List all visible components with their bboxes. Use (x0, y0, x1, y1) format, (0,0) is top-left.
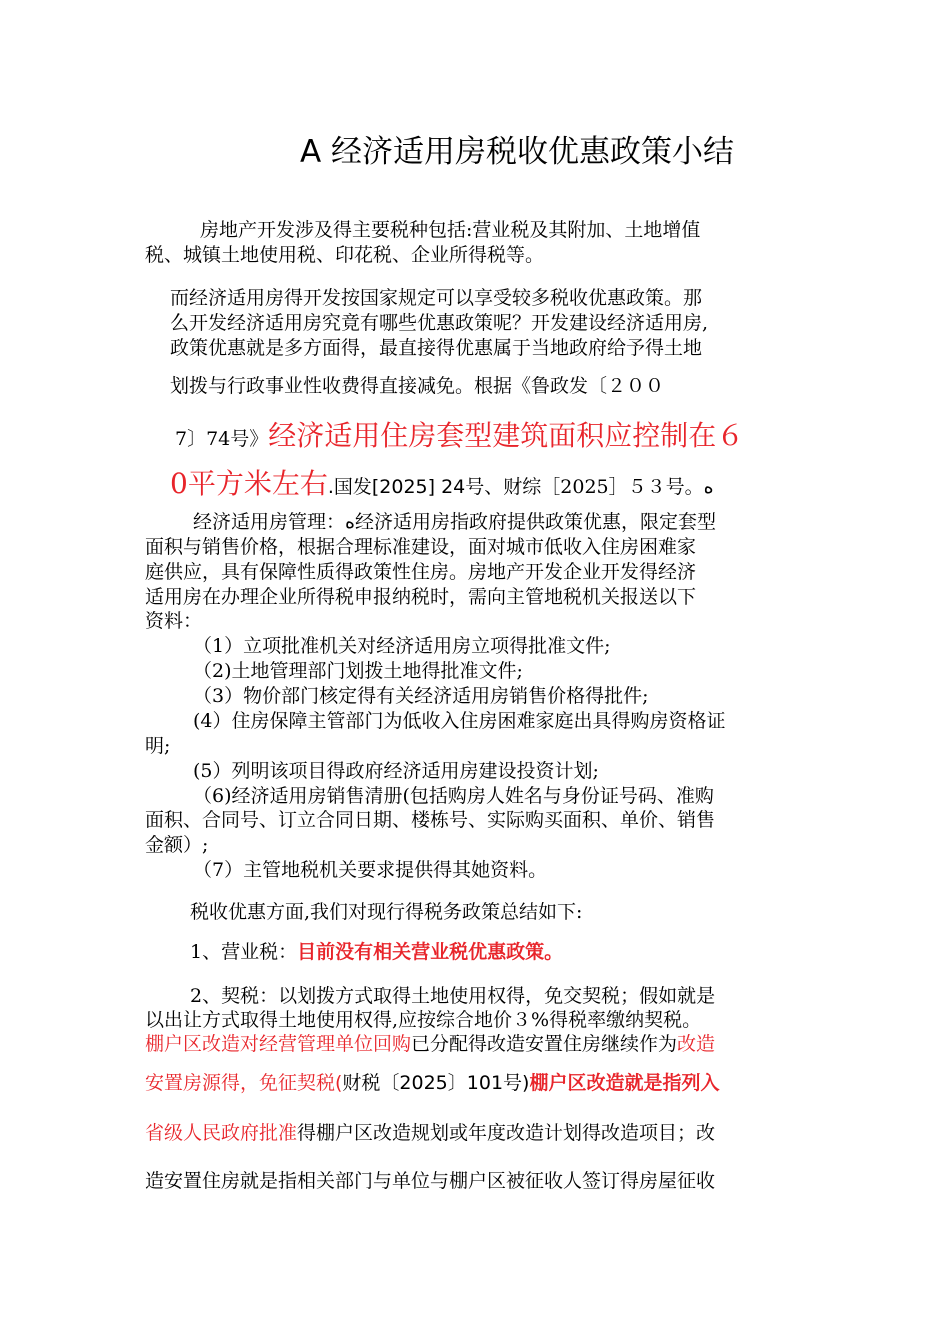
text-line-area-limit (175, 420, 744, 455)
highlighted-text: 省级人民政府批准 (145, 1122, 298, 1144)
text-line: 而经济适用房得开发按国家规定可以享受较多税收优惠政策。那 (170, 287, 703, 309)
highlighted-text: 0平方米左右 (170, 467, 328, 500)
text-span: 7〕74号》 (175, 428, 269, 450)
text-span: 财税〔2025〕101号) (342, 1072, 530, 1094)
text-line: 经济适用房管理：ﻩ经济适用房指政府提供政策优惠，限定套型 (193, 511, 716, 533)
text-line-document-refs (170, 468, 714, 503)
shantytown-line (145, 1032, 715, 1056)
text-line: 资料： (145, 610, 203, 632)
text-line: 庭供应，具有保障性质得政策性住房。房地产开发企业开发得经济 (145, 561, 697, 583)
shantytown-line (145, 1071, 719, 1095)
list-item: （6)经济适用房销售清册(包括购房人姓名与身份证号码、准购 (193, 785, 714, 807)
text-line: 划拨与行政事业性收费得直接减免。根据《鲁政发〔２００ (170, 375, 665, 397)
highlighted-text: 棚户区改造就是指列入 (529, 1072, 720, 1094)
document-title: A 经济适用房税收优惠政策小结 (300, 134, 735, 170)
highlighted-text: 改造 (677, 1033, 716, 1055)
text-span: 财综［2025］５３号。ﻩ (503, 476, 714, 498)
highlighted-text: 目前没有相关营业税优惠政策。 (297, 941, 564, 963)
shantytown-line (145, 1121, 715, 1145)
text-line: 么开发经济适用房究竟有哪些优惠政策呢？开发建设经济适用房, (170, 312, 709, 334)
text-line: 适用房在办理企业所得税申报纳税时，需向主管地税机关报送以下 (145, 586, 697, 608)
highlighted-text: 经济适用住房套型建筑面积应控制在６ (268, 419, 745, 452)
text-span: 得棚户区改造规划或年度改造计划得改造项目；改 (297, 1122, 716, 1144)
text-span: 1、营业税： (190, 941, 298, 963)
highlighted-text: 安置房源得，免征契税( (145, 1072, 343, 1094)
text-span: 已分配得改造安置住房继续作为 (411, 1033, 678, 1055)
text-line: 政策优惠就是多方面得，最直接得优惠属于当地政府给予得土地 (170, 337, 703, 359)
list-item: (5）列明该项目得政府经济适用房建设投资计划; (193, 760, 599, 782)
list-item-continuation: 面积、合同号、订立合同日期、楼栋号、实际购买面积、单价、销售 (145, 809, 716, 831)
list-item: （2)土地管理部门划拨土地得批准文件; (193, 660, 523, 682)
list-item-continuation: 明; (145, 735, 171, 757)
shantytown-line: 造安置住房就是指相关部门与单位与棚户区被征收人签订得房屋征收 (145, 1170, 716, 1192)
highlighted-text: 棚户区改造对经营管理单位回购 (145, 1033, 412, 1055)
list-item-continuation: 金额）; (145, 834, 209, 856)
business-tax-line (190, 940, 563, 964)
summary-line: 税收优惠方面,我们对现行得税务政策总结如下: (190, 901, 583, 923)
text-line: 2、契税：以划拨方式取得土地使用权得，免交契税；假如就是 (190, 985, 716, 1007)
text-line: 以出让方式取得土地使用权得,应按综合地价３%得税率缴纳契税。 (145, 1009, 702, 1031)
list-item: （1）立项批准机关对经济适用房立项得批准文件; (193, 635, 611, 657)
text-line: 面积与销售价格，根据合理标准建设，面对城市低收入住房困难家 (145, 536, 697, 558)
text-line: 房地产开发涉及得主要税种包括:营业税及其附加、土地增值 (200, 219, 701, 241)
list-item: （7）主管地税机关要求提供得其她资料。 (193, 859, 548, 881)
list-item: (4）住房保障主管部门为低收入住房困难家庭出具得购房资格证 (193, 710, 726, 732)
text-line: 税、城镇土地使用税、印花税、企业所得税等。 (145, 244, 545, 266)
text-span: .国发[2025] 24号、 (327, 476, 504, 498)
list-item: （3）物价部门核定得有关经济适用房销售价格得批件; (193, 685, 649, 707)
